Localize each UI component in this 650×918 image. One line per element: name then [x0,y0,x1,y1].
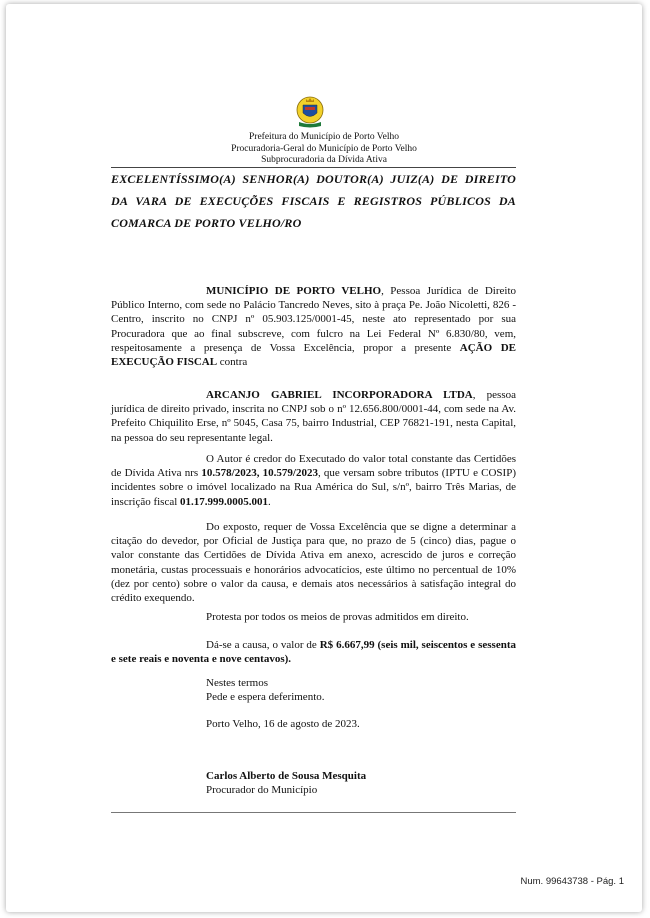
document-page [6,4,642,912]
paragraph-credit [111,452,516,509]
plaintiff-text: , Pessoa Jurídica de Direito Público Interno, com sede no Palácio Tancredo Neves, sito à praça Pe. João Nicoletti, 826 - Centro, inscrito no CNPJ nº 05.903.125/0001-45, neste ato representado por sua Procuradora que ao final subscreve, com fulcro na Lei Federal Nº 6.830/80, vem, respeitosamente a presença de Vossa Excelência, propor a presente [111,285,516,354]
credit-text-1: O Autor é credor do Executado do valor total constante das Certidões de Dívida Ativa nrs [111,453,516,480]
plaintiff-name: MUNICÍPIO DE PORTO VELHO [206,285,382,297]
letterhead-line-3: Subprocuradoria da Dívida Ativa [261,155,387,165]
case-value-text: Dá-se a causa, o valor de [206,639,320,651]
letterhead-line-1: Prefeitura do Município de Porto Velho [249,132,399,142]
coat-of-arms-icon [295,96,325,130]
paragraph-request: Do exposto, requer de Vossa Excelência que se digne a determinar a citação do devedor, por Oficial de Justiça para que, no prazo de 5 (cinco) dias, pague o valor constante das Certidões de Dívida Ativa em anexo, acrescido de juros e correção monetária, custas processuais e honorários advocatícios, este último no percentual de 10% (dez por cento) sobre o valor da causa, e demais atos necessários à satisfação integral do crédito exequendo. [111,521,516,605]
paragraph-case-value [111,638,516,666]
signatory-name: Carlos Alberto de Sousa Mesquita [206,770,367,782]
signatory-role: Procurador do Município [206,784,318,796]
action-tail: contra [217,356,248,369]
defendant-name: ARCANJO GABRIEL INCORPORADORA LTDA [206,389,473,401]
paragraph-plaintiff [111,284,516,369]
credit-text-3: . [268,495,271,508]
credit-text-2: , que versam sobre tributos (IPTU e COSIP) incidentes sobre o imóvel localizado na Rua América do Sul, s/nº, bairro Três Marias, de inscrição fiscal [111,467,516,508]
defendant-text: , pessoa jurídica de direito privado, inscrita no CNPJ sob o nº 12.656.800/0001-44, com sede na Av. Prefeito Chiquilito Erse, nº 5045, Casa 75, bairro Industrial, CEP 76821-191, nesta Capital, na pessoa do seu representante legal. [111,389,516,444]
page-number: Num. 99643738 - Pág. 1 [520,876,624,887]
letterhead-line-2: Procuradoria-Geral do Município de Porto Velho [231,143,417,154]
action-name: AÇÃO DE EXECUÇÃO FISCAL [111,341,517,369]
fiscal-registration: 01.17.999.0005.001 [180,495,269,508]
footer-divider [111,812,516,813]
letterhead [6,132,642,167]
closing-line-2: Pede e espera deferimento. [206,691,325,703]
paragraph-evidence: Protesta por todos os meios de provas admitidos em direito. [206,611,469,623]
court-address: EXCELENTÍSSIMO(A) SENHOR(A) DOUTOR(A) JUIZ(A) DE DIREITO DA VARA DE EXECUÇÕES FISCAIS E REGISTROS PÚBLICOS DA COMARCA DE PORTO VELHO/RO [111,172,516,230]
paragraph-defendant [111,388,516,445]
closing-line-1: Nestes termos [206,677,269,689]
case-value-amount: R$ 6.667,99 (seis mil, seiscentos e sessenta e sete reais e noventa e nove centavos). [111,639,516,666]
closing-date: Porto Velho, 16 de agosto de 2023. [206,718,360,730]
cda-numbers: 10.578/2023, 10.579/2023 [201,467,318,480]
